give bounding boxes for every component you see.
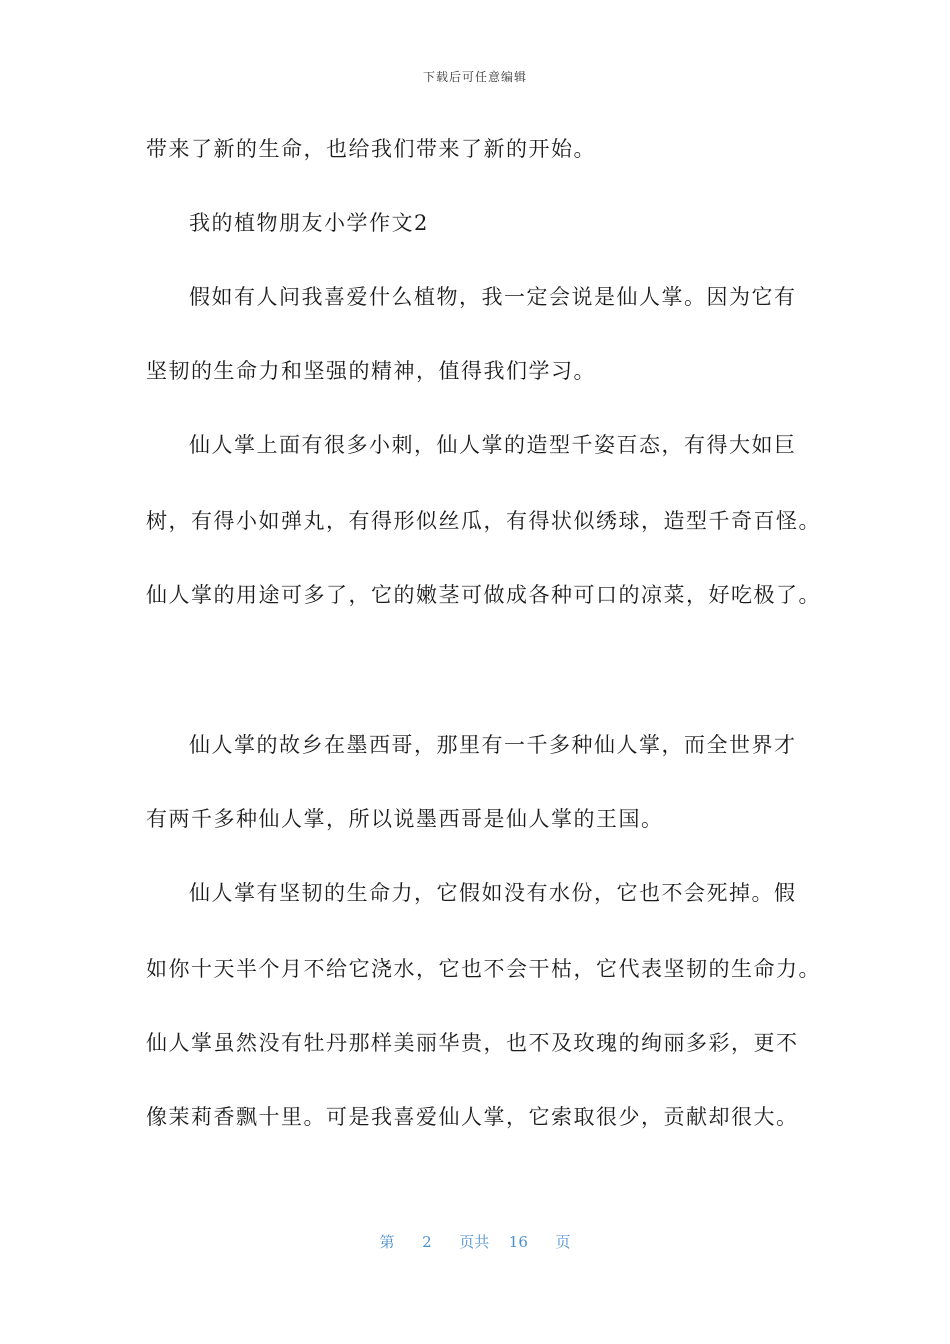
page-footer [0,1231,950,1252]
text-line: 像茉莉香飘十里。可是我喜爱仙人掌，它索取很少，贡献却很大。 [146,1105,799,1129]
text-line: 仙人掌上面有很多小刺，仙人掌的造型千姿百态，有得大如巨 [189,433,797,457]
essay-title: 我的植物朋友小学作文2 [189,211,429,235]
text-line: 坚韧的生命力和坚强的精神，值得我们学习。 [146,359,596,383]
text-line: 仙人掌的故乡在墨西哥，那里有一千多种仙人掌，而全世界才 [189,733,797,757]
page-header-note: 下载后可任意编辑 [422,70,527,84]
text-line: 带来了新的生命，也给我们带来了新的开始。 [146,137,596,161]
text-line: 树，有得小如弹丸，有得形似丝瓜，有得状似绣球，造型千奇百怪。 [146,509,821,533]
text-line: 仙人掌的用途可多了，它的嫩茎可做成各种可口的凉菜，好吃极了。 [146,583,821,607]
footer-prefix: 第 [379,1233,395,1251]
text-line: 如你十天半个月不给它浇水，它也不会干枯，它代表坚韧的生命力。 [146,957,821,981]
text-line: 仙人掌虽然没有牡丹那样美丽华贵，也不及玫瑰的绚丽多彩，更不 [146,1031,799,1055]
total-page-count: 16 [508,1233,528,1251]
text-line: 有两千多种仙人掌，所以说墨西哥是仙人掌的王国。 [146,807,664,831]
text-line: 仙人掌有坚韧的生命力，它假如没有水份，它也不会死掉。假 [189,881,797,905]
text-line: 假如有人问我喜爱什么植物，我一定会说是仙人掌。因为它有 [189,285,797,309]
footer-suffix: 页 [555,1233,571,1251]
current-page-number: 2 [422,1233,432,1251]
footer-middle: 页共 [459,1233,490,1251]
